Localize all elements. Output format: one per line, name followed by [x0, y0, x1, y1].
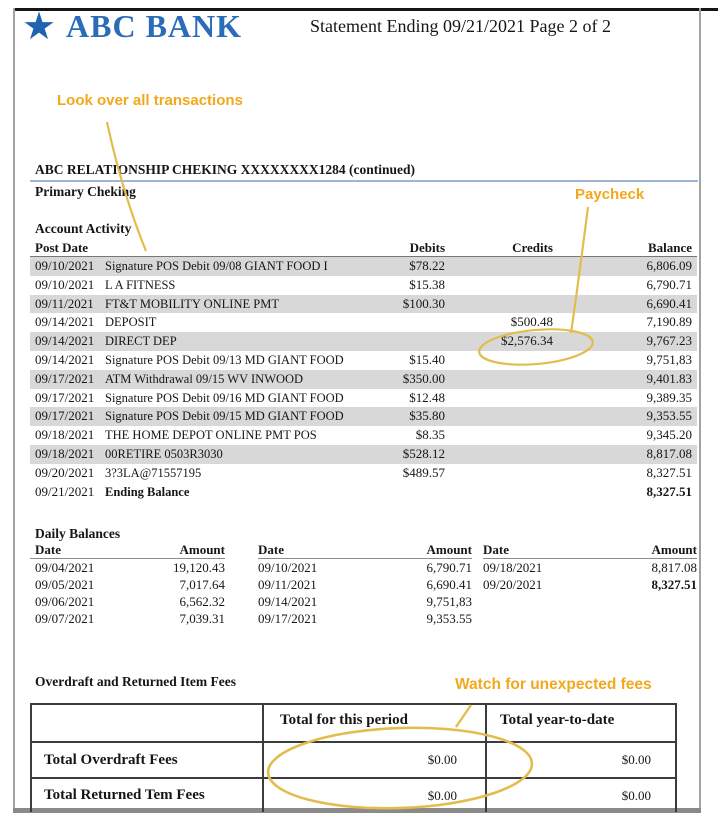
transaction-description: Signature POS Debit 09/16 MD GIANT FOOD: [105, 390, 344, 405]
transaction-description: 3?3LA@71557195: [105, 465, 202, 480]
transaction-row: [30, 276, 697, 295]
transaction-row: [30, 313, 697, 332]
transaction-balance: 8,327.51: [646, 464, 692, 480]
transaction-debit: $12.48: [409, 389, 445, 405]
transaction-date: 09/18/2021: [35, 427, 95, 443]
col-debits: Debits: [409, 240, 445, 255]
transaction-debit: $15.38: [409, 276, 445, 292]
transaction-description: DEPOSIT: [105, 315, 157, 330]
transaction-date: 09/18/2021: [35, 445, 95, 461]
fees-ytd-value: $0.00: [485, 743, 675, 777]
fees-header-row: [32, 705, 675, 741]
annotation-paycheck: Paycheck: [575, 186, 645, 203]
daily-balances-heading: Daily Balances: [35, 526, 121, 541]
transaction-description: FT&T MOBILITY ONLINE PMT: [105, 296, 279, 311]
daily-amount: 19,120.43: [173, 560, 225, 575]
transaction-credit: [445, 370, 553, 389]
transaction-debit: $78.22: [409, 258, 445, 273]
col-date-2: Date: [258, 543, 353, 559]
fees-period-value: $0.00: [262, 779, 485, 812]
transaction-date: 09/10/2021: [35, 276, 95, 292]
transaction-row: [30, 389, 697, 408]
transaction-balance: 9,389.35: [646, 389, 692, 405]
account-divider-rule: [30, 180, 698, 182]
transaction-balance: 7,190.89: [646, 314, 692, 330]
transaction-debit: $35.80: [409, 408, 445, 424]
annotation-watch-fees: Watch for unexpected fees: [455, 676, 652, 693]
daily-date: 09/17/2021: [258, 611, 318, 626]
transaction-description: ATM Withdrawal 09/15 WV INWOOD: [105, 371, 304, 386]
transaction-debit: [340, 313, 445, 332]
activity-header-row: [30, 240, 697, 257]
transaction-debit: $100.30: [402, 295, 445, 311]
transaction-balance: 6,690.41: [646, 295, 692, 311]
transaction-row: [30, 351, 697, 370]
transaction-row: [30, 257, 697, 276]
daily-amount: 9,751,83: [426, 594, 472, 609]
transaction-date: 09/21/2021: [35, 483, 95, 499]
col-total-ytd: Total year-to-date: [485, 705, 675, 741]
transaction-description: THE HOME DEPOT ONLINE PMT POS: [105, 428, 317, 443]
transaction-credit: $500.48: [510, 314, 553, 330]
transaction-debit: $8.35: [415, 427, 445, 443]
daily-date: 09/18/2021: [483, 560, 543, 575]
fees-period-value: $0.00: [262, 743, 485, 777]
daily-balances-header-row: [30, 543, 697, 559]
col-amount-1: Amount: [125, 543, 225, 559]
daily-date: [472, 610, 602, 627]
transaction-row: [30, 370, 697, 389]
daily-date: [472, 593, 602, 610]
account-activity-table: [30, 240, 697, 501]
transaction-description: Signature POS Debit 09/08 GIANT FOOD I: [105, 259, 328, 273]
transaction-description: DIRECT DEP: [105, 334, 177, 349]
col-amount-2: Amount: [353, 543, 472, 559]
transaction-debit: [340, 332, 445, 351]
daily-balance-row: [30, 610, 697, 627]
daily-balance-row: [30, 593, 697, 610]
daily-balances-rows: [30, 559, 697, 627]
transaction-row: [30, 445, 697, 464]
transaction-balance: 9,353.55: [646, 408, 692, 424]
col-total-period: Total for this period: [262, 705, 485, 741]
annotation-look-over-transactions: Look over all transactions: [57, 92, 243, 109]
daily-amount: [602, 610, 697, 627]
transaction-row: [30, 295, 697, 314]
transaction-description: 00RETIRE 0503R3030: [105, 446, 223, 461]
transaction-debit: $489.57: [402, 464, 445, 480]
daily-amount: 7,017.64: [179, 577, 225, 592]
transaction-balance: 9,751,83: [646, 351, 692, 367]
transaction-row: [30, 464, 697, 483]
transaction-credit: $2,576.34: [501, 333, 553, 349]
fees-table: [30, 703, 677, 812]
daily-date: 09/07/2021: [35, 611, 95, 626]
daily-date: 09/20/2021: [483, 577, 543, 592]
fees-row: [32, 777, 675, 812]
daily-amount: 6,790.71: [426, 560, 472, 575]
fees-heading: Overdraft and Returned Item Fees: [35, 674, 236, 689]
col-date-3: Date: [483, 543, 602, 559]
transaction-credit: [445, 445, 553, 464]
col-balance: Balance: [647, 240, 692, 255]
transaction-date: 09/20/2021: [35, 464, 95, 480]
transaction-debit: [340, 483, 445, 502]
transaction-credit: [445, 483, 553, 502]
transaction-balance: 8,817.08: [646, 445, 692, 461]
col-amount-3: Amount: [602, 543, 697, 559]
page-right-border: [699, 8, 701, 813]
transaction-credit: [445, 351, 553, 370]
daily-date: 09/05/2021: [35, 577, 95, 592]
fees-row: [32, 741, 675, 777]
transaction-row: [30, 483, 697, 502]
transaction-debit: $528.12: [402, 445, 445, 461]
transaction-row: [30, 426, 697, 445]
activity-rows: [30, 257, 697, 501]
col-date-1: Date: [30, 543, 125, 559]
transaction-description: L A FITNESS: [105, 277, 176, 292]
daily-balance-row: [30, 576, 697, 593]
col-credits: Credits: [512, 240, 553, 255]
account-title: ABC RELATIONSHIP CHEKING XXXXXXXX1284 (continued): [35, 162, 416, 177]
transaction-date: 09/10/2021: [35, 258, 95, 273]
transaction-date: 09/14/2021: [35, 333, 95, 349]
daily-date: 09/06/2021: [35, 594, 95, 609]
transaction-balance: 9,401.83: [646, 370, 692, 386]
fees-rows: [32, 741, 675, 812]
transaction-date: 09/17/2021: [35, 408, 95, 424]
daily-amount: 9,353.55: [426, 611, 472, 626]
statement-ending-label: Statement Ending 09/21/2021 Page 2 of 2: [310, 16, 611, 36]
transaction-date: 09/14/2021: [35, 314, 95, 330]
transaction-description: Signature POS Debit 09/15 MD GIANT FOOD: [105, 409, 344, 424]
fees-header-empty-cell: [32, 705, 262, 741]
transaction-credit: [445, 276, 553, 295]
fees-row-label: Total Returned Tem Fees: [44, 787, 205, 803]
daily-amount: 8,817.08: [651, 560, 697, 575]
transaction-date: 09/17/2021: [35, 389, 95, 405]
transaction-credit: [445, 464, 553, 483]
transaction-credit: [445, 407, 553, 426]
transaction-row: [30, 332, 697, 351]
transaction-description: Signature POS Debit 09/13 MD GIANT FOOD: [105, 352, 344, 367]
transaction-credit: [445, 257, 553, 276]
transaction-date: 09/11/2021: [35, 295, 94, 311]
fees-row-label: Total Overdraft Fees: [44, 751, 178, 768]
page-left-border: [13, 8, 15, 813]
daily-date: 09/14/2021: [258, 594, 318, 609]
transaction-balance: 9,345.20: [646, 427, 692, 443]
account-subtitle: Primary Cheking: [35, 184, 136, 199]
daily-balance-row: [30, 559, 697, 576]
transaction-balance: 6,790.71: [646, 276, 692, 292]
fees-ytd-value: $0.00: [485, 779, 675, 812]
col-post-date: Post Date: [35, 240, 89, 255]
daily-date: 09/04/2021: [35, 560, 95, 575]
transaction-debit: $350.00: [402, 370, 445, 386]
transaction-date: 09/17/2021: [35, 370, 95, 386]
bank-logo-text: ABC BANK: [66, 8, 243, 44]
daily-amount: 8,327.51: [651, 577, 697, 592]
transaction-balance: 6,806.09: [646, 258, 692, 273]
transaction-credit: [445, 295, 553, 314]
star-icon: ★: [22, 4, 57, 48]
transaction-balance: 9,767.23: [646, 333, 692, 349]
transaction-credit: [445, 426, 553, 445]
daily-amount: 6,690.41: [426, 577, 472, 592]
daily-balances-table: [30, 543, 697, 627]
transaction-row: [30, 407, 697, 426]
daily-amount: 6,562.32: [179, 594, 225, 609]
transaction-balance: 8,327.51: [646, 483, 692, 499]
transaction-credit: [445, 389, 553, 408]
transaction-description: Ending Balance: [105, 484, 190, 499]
transaction-debit: $15.40: [409, 351, 445, 367]
transaction-date: 09/14/2021: [35, 351, 95, 367]
daily-date: 09/11/2021: [258, 577, 317, 592]
daily-date: 09/10/2021: [258, 560, 318, 575]
daily-amount: 7,039.31: [179, 611, 225, 626]
daily-amount: [602, 593, 697, 610]
account-activity-heading: Account Activity: [35, 221, 132, 236]
